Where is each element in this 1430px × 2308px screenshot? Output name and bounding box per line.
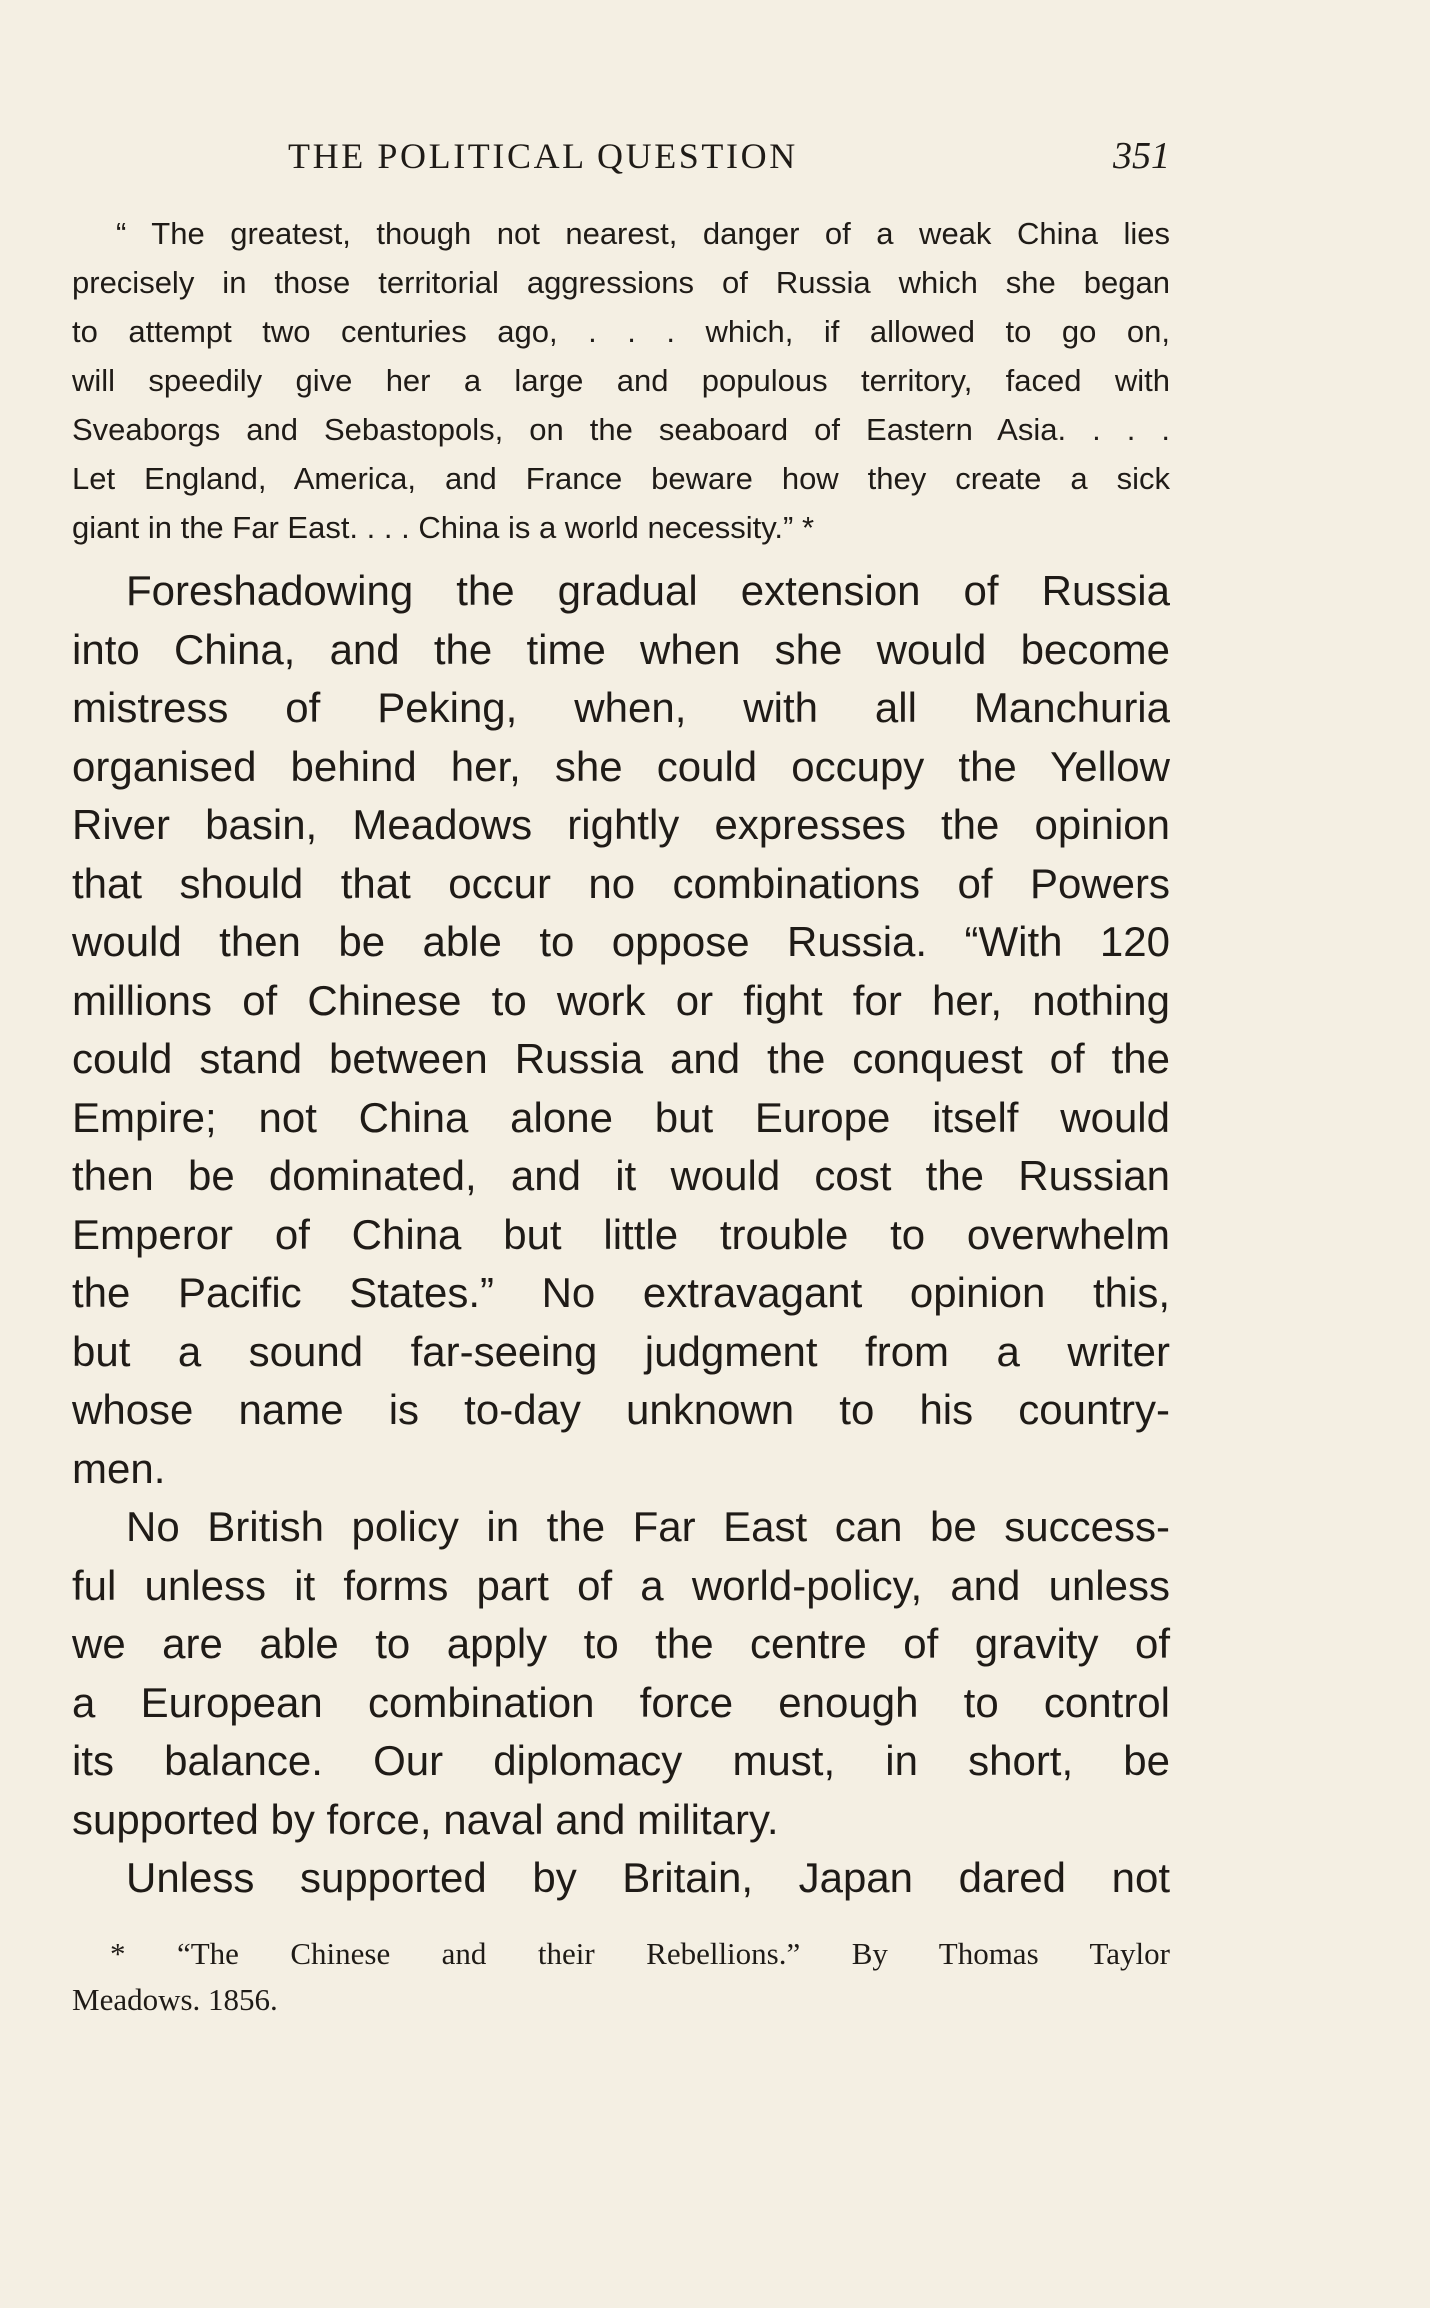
paragraph-1 [72, 562, 1170, 1498]
text-line: would then be able to oppose Russia. “With 120 [72, 918, 1170, 965]
text-line: Unless supported by Britain, Japan dared not [126, 1854, 1170, 1901]
text-line: into China, and the time when she would become [72, 625, 1170, 673]
paragraph-3 [72, 1849, 1170, 1908]
text-line: its balance. Our diplomacy must, in short, be [72, 1737, 1170, 1784]
text-line: organised behind her, she could occupy the Yellow [72, 742, 1170, 790]
block-quote [72, 209, 1170, 552]
text-line: whose name is to-day unknown to his country- [72, 1386, 1170, 1433]
footnote-line: Meadows. 1856. [72, 1982, 278, 2017]
text-line: River basin, Meadows rightly expresses the opinion [72, 801, 1170, 848]
text-line: ful unless it forms part of a world-policy, and unless [72, 1561, 1170, 1609]
text-line: Foreshadowing the gradual extension of Russia [126, 567, 1170, 614]
text-line: Empire; not China alone but Europe itself would [72, 1093, 1170, 1141]
main-text [72, 562, 1170, 1908]
quote-line: precisely in those territorial aggressions of Russia which she began [72, 265, 1170, 300]
page-number: 351 [1113, 135, 1170, 177]
quote-line: “ The greatest, though not nearest, danger of a weak China lies [116, 216, 1170, 251]
quote-line: will speedily give her a large and populous territory, faced with [72, 363, 1170, 398]
footnote-line: * “The Chinese and their Rebellions.” By Thomas Taylor [110, 1936, 1170, 1971]
text-line: millions of Chinese to work or fight for her, nothing [72, 976, 1170, 1024]
text-line: that should that occur no combinations of Powers [72, 859, 1170, 907]
quote-line: to attempt two centuries ago, . . . which, if allowed to go on, [72, 314, 1170, 349]
quote-line: giant in the Far East. . . . China is a world necessity.” * [72, 510, 815, 545]
text-line: men. [72, 1444, 166, 1492]
text-line: supported by force, naval and military. [72, 1795, 779, 1843]
paragraph-2 [72, 1498, 1170, 1849]
running-head-title: THE POLITICAL QUESTION [288, 136, 798, 176]
text-line: No British policy in the Far East can be success- [126, 1503, 1170, 1550]
text-line: a European combination force enough to control [72, 1678, 1170, 1726]
quote-line: Let England, America, and France beware how they create a sick [72, 461, 1170, 496]
text-line: then be dominated, and it would cost the Russian [72, 1152, 1170, 1199]
running-head [72, 128, 1170, 184]
text-line: the Pacific States.” No extravagant opinion this, [72, 1269, 1170, 1316]
quote-line: Sveaborgs and Sebastopols, on the seaboard of Eastern Asia. . . . [72, 412, 1170, 447]
text-line: but a sound far-seeing judgment from a writer [72, 1327, 1170, 1375]
footnote [72, 1931, 1170, 2023]
text-line: could stand between Russia and the conquest of the [72, 1035, 1170, 1082]
text-line: we are able to apply to the centre of gravity of [72, 1620, 1170, 1667]
text-line: mistress of Peking, when, with all Manchuria [72, 684, 1170, 731]
text-line: Emperor of China but little trouble to overwhelm [72, 1210, 1170, 1258]
